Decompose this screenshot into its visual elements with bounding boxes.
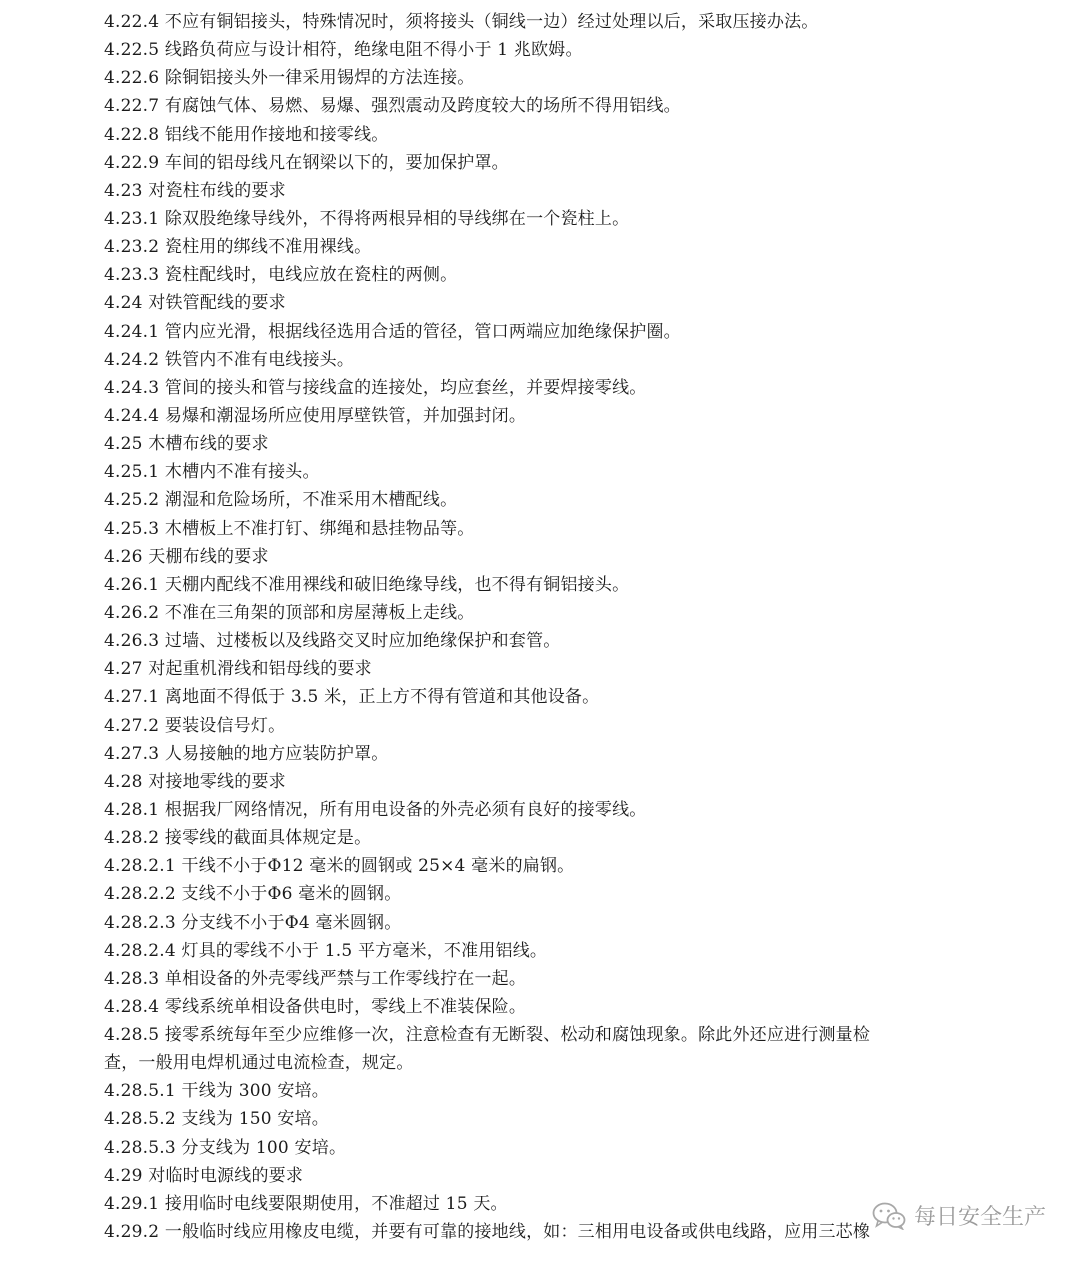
document-body (104, 8, 964, 1246)
section-heading: 4.26 天棚布线的要求 (104, 546, 269, 567)
text-line: 4.24.4 易爆和潮湿场所应使用厚壁铁管，并加强封闭。 (104, 405, 527, 426)
wechat-icon (872, 1202, 906, 1230)
section-heading: 4.29 对临时电源线的要求 (104, 1165, 304, 1186)
text-line: 4.25.3 木槽板上不准打钉、绑绳和悬挂物品等。 (104, 518, 475, 539)
watermark (872, 1200, 1046, 1231)
text-line: 4.29.1 接用临时电线要限期使用，不准超过 15 天。 (104, 1193, 508, 1214)
text-line: 4.22.4 不应有铜铝接头，特殊情况时，须将接头（铜线一边）经过处理以后，采取压接办法。 (104, 12, 819, 32)
text-line: 4.28.2 接零线的截面具体规定是。 (104, 828, 372, 849)
text-line: 4.22.5 线路负荷应与设计相符，绝缘电阻不得小于 1 兆欧姆。 (104, 40, 583, 61)
text-line: 4.28.5.3 分支线为 100 安培。 (104, 1137, 347, 1158)
section-heading: 4.24 对铁管配线的要求 (104, 293, 286, 314)
text-line: 4.25.2 潮湿和危险场所，不准采用木槽配线。 (104, 490, 458, 511)
text-line: 4.27.2 要装设信号灯。 (104, 715, 286, 736)
section-heading: 4.25 木槽布线的要求 (104, 434, 269, 455)
text-line: 4.23.1 除双股绝缘导线外，不得将两根异相的导线绑在一个瓷柱上。 (104, 208, 630, 229)
text-line: 4.22.8 铝线不能用作接地和接零线。 (104, 124, 389, 145)
text-line: 4.28.5.2 支线为 150 安培。 (104, 1109, 329, 1130)
text-line: 4.28.2.1 干线不小于Φ12 毫米的圆钢或 25×4 毫米的扁钢。 (104, 856, 575, 877)
text-line: 4.28.3 单相设备的外壳零线严禁与工作零线拧在一起。 (104, 968, 527, 989)
text-line: 查，一般用电焊机通过电流检查，规定。 (104, 1053, 414, 1074)
text-line: 4.26.3 过墙、过楼板以及线路交叉时应加绝缘保护和套管。 (104, 631, 561, 652)
text-line: 4.27.3 人易接触的地方应装防护罩。 (104, 743, 389, 764)
text-line: 4.28.5 接零系统每年至少应维修一次，注意检查有无断裂、松动和腐蚀现象。除此外还应进行测量检 (104, 1025, 871, 1046)
section-heading: 4.28 对接地零线的要求 (104, 771, 286, 792)
text-line: 4.23.2 瓷柱用的绑线不准用裸线。 (104, 237, 372, 258)
watermark-text: 每日安全生产 (913, 1205, 1046, 1230)
section-heading: 4.27 对起重机滑线和铝母线的要求 (104, 659, 372, 680)
text-line: 4.28.2.4 灯具的零线不小于 1.5 平方毫米，不准用铝线。 (104, 940, 548, 961)
text-line: 4.24.3 管间的接头和管与接线盒的连接处，均应套丝，并要焊接零线。 (104, 377, 647, 398)
text-line: 4.22.6 除铜铝接头外一律采用锡焊的方法连接。 (104, 68, 475, 89)
text-line: 4.28.4 零线系统单相设备供电时，零线上不准装保险。 (104, 996, 527, 1017)
text-line: 4.24.2 铁管内不准有电线接头。 (104, 349, 355, 370)
text-line: 4.23.3 瓷柱配线时，电线应放在瓷柱的两侧。 (104, 265, 458, 286)
section-heading: 4.23 对瓷柱布线的要求 (104, 180, 286, 201)
text-line: 4.28.1 根据我厂网络情况，所有用电设备的外壳必须有良好的接零线。 (104, 799, 647, 820)
text-line: 4.28.5.1 干线为 300 安培。 (104, 1081, 329, 1102)
text-line: 4.22.9 车间的铝母线凡在钢梁以下的，要加保护罩。 (104, 152, 509, 173)
text-line: 4.27.1 离地面不得低于 3.5 米，正上方不得有管道和其他设备。 (104, 687, 600, 708)
text-line: 4.25.1 木槽内不准有接头。 (104, 462, 320, 483)
text-line: 4.24.1 管内应光滑，根据线径选用合适的管径，管口两端应加绝缘保护圈。 (104, 321, 681, 342)
text-line: 4.28.2.3 分支线不小于Φ4 毫米圆钢。 (104, 912, 402, 933)
text-line: 4.29.2 一般临时线应用橡皮电缆，并要有可靠的接地线，如：三相用电设备或供电线路，应用三芯橡 (104, 1222, 871, 1243)
text-line: 4.22.7 有腐蚀气体、易燃、易爆、强烈震动及跨度较大的场所不得用铝线。 (104, 96, 681, 117)
text-line: 4.28.2.2 支线不小于Φ6 毫米的圆钢。 (104, 884, 402, 905)
text-line: 4.26.2 不准在三角架的顶部和房屋薄板上走线。 (104, 602, 475, 623)
text-line: 4.26.1 天棚内配线不准用裸线和破旧绝缘导线，也不得有铜铝接头。 (104, 574, 630, 595)
